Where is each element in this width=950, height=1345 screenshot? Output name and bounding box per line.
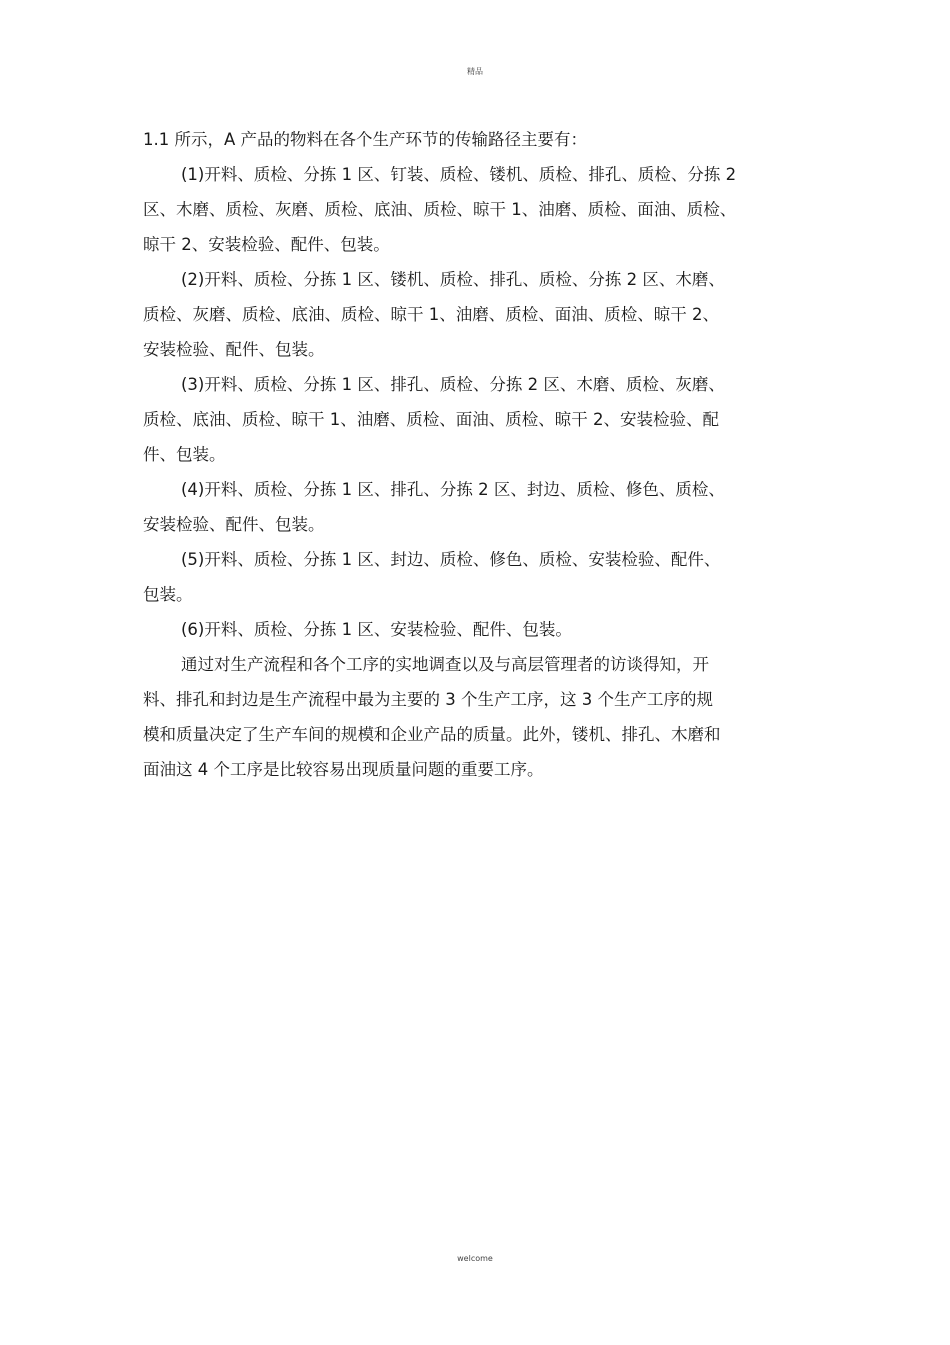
text-line-17: 料、排孔和封边是生产流程中最为主要的 3 个生产工序，这 3 个生产工序的规 bbox=[143, 690, 713, 709]
text-line-16: 通过对生产流程和各个工序的实地调查以及与高层管理者的访谈得知，开 bbox=[181, 655, 709, 674]
text-line-2: (1)开料、质检、分拣 1 区、钉装、质检、镂机、质检、排孔、质检、分拣 2 bbox=[181, 165, 737, 184]
page-footer: welcome bbox=[457, 1254, 493, 1263]
text-line-9: 质检、底油、质检、晾干 1、油磨、质检、面油、质检、晾干 2、安装检验、配 bbox=[143, 410, 719, 429]
text-line-15: (6)开料、质检、分拣 1 区、安装检验、配件、包装。 bbox=[181, 620, 572, 639]
page-header: 精品 bbox=[467, 67, 483, 76]
text-line-10: 件、包装。 bbox=[143, 445, 226, 464]
text-line-3: 区、木磨、质检、灰磨、质检、底油、质检、晾干 1、油磨、质检、面油、质检、 bbox=[143, 200, 737, 219]
text-line-1: 1.1 所示，A 产品的物料在各个生产环节的传输路径主要有： bbox=[143, 130, 588, 149]
document-body bbox=[143, 122, 808, 787]
text-line-18: 模和质量决定了生产车间的规模和企业产品的质量。此外，镂机、排孔、木磨和 bbox=[143, 725, 721, 744]
text-line-13: (5)开料、质检、分拣 1 区、封边、质检、修色、质检、安装检验、配件、 bbox=[181, 550, 721, 569]
text-line-8: (3)开料、质检、分拣 1 区、排孔、质检、分拣 2 区、木磨、质检、灰磨、 bbox=[181, 375, 725, 394]
text-line-19: 面油这 4 个工序是比较容易出现质量问题的重要工序。 bbox=[143, 760, 544, 779]
text-line-14: 包装。 bbox=[143, 585, 193, 604]
text-line-12: 安装检验、配件、包装。 bbox=[143, 515, 325, 534]
text-line-5: (2)开料、质检、分拣 1 区、镂机、质检、排孔、质检、分拣 2 区、木磨、 bbox=[181, 270, 725, 289]
text-line-7: 安装检验、配件、包装。 bbox=[143, 340, 325, 359]
text-line-6: 质检、灰磨、质检、底油、质检、晾干 1、油磨、质检、面油、质检、晾干 2、 bbox=[143, 305, 719, 324]
text-line-11: (4)开料、质检、分拣 1 区、排孔、分拣 2 区、封边、质检、修色、质检、 bbox=[181, 480, 725, 499]
text-line-4: 晾干 2、安装检验、配件、包装。 bbox=[143, 235, 390, 254]
